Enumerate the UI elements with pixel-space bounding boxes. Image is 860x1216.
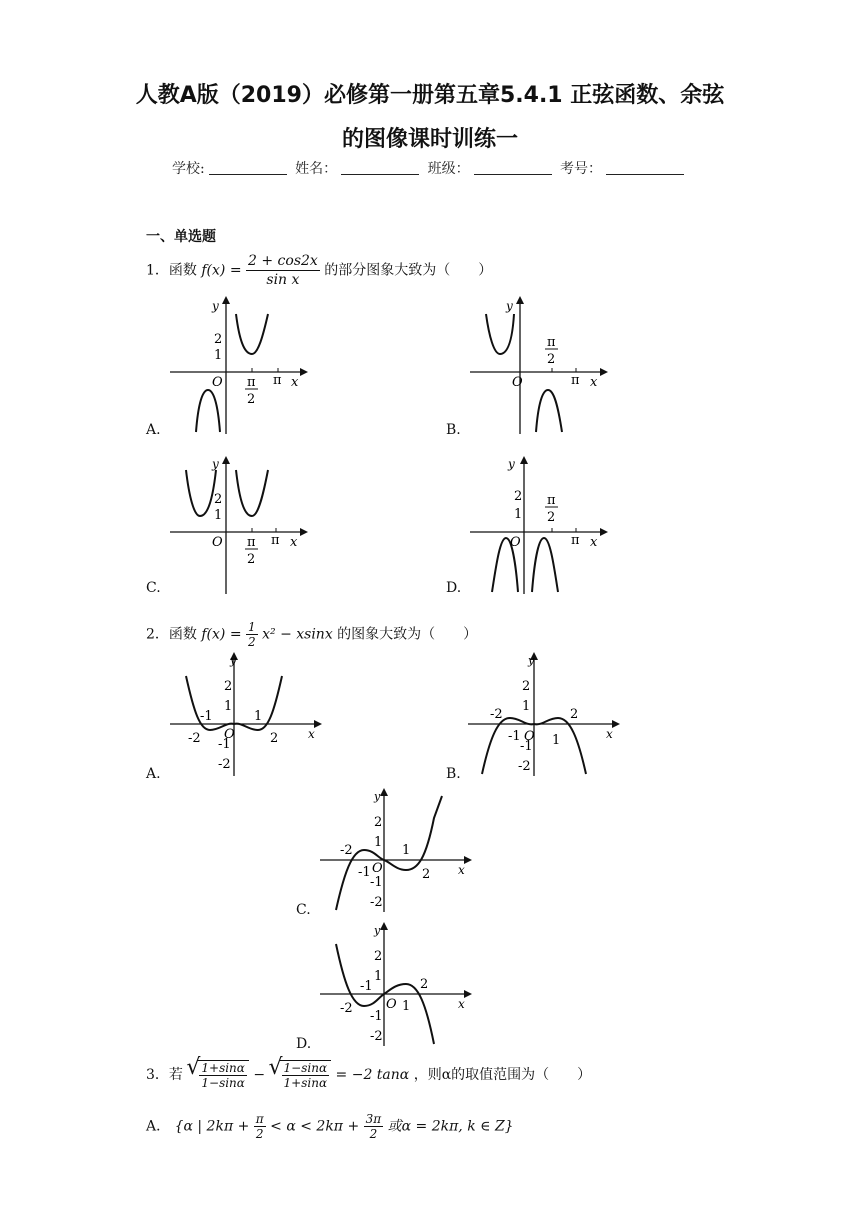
tick-1: 1 — [214, 348, 223, 363]
tick-pos1: 1 — [254, 709, 263, 724]
tick-neg2: -2 — [490, 707, 503, 722]
name-blank[interactable] — [341, 160, 419, 175]
half-pi-den: 2 — [247, 392, 256, 407]
origin-label: O — [212, 535, 223, 550]
q2-graph-d[interactable] — [318, 922, 478, 1048]
tick-pos1: 1 — [402, 999, 411, 1014]
tick-2: 2 — [224, 679, 233, 694]
q3-option-a[interactable] — [146, 1112, 514, 1141]
y-axis-label: y — [212, 299, 219, 313]
q3-rhs: = −2 tanα — [335, 1067, 410, 1083]
section-heading: 一、单选题 — [146, 229, 216, 245]
q3-tail: ，则α的取值范围为（ ） — [413, 1067, 592, 1083]
tick-y-neg2: -2 — [370, 1029, 383, 1044]
q3-r2-den: 1+sinα — [283, 1076, 328, 1090]
q1-option-d[interactable]: D. — [446, 580, 462, 596]
q2-graph-a[interactable] — [168, 652, 328, 778]
student-info — [0, 158, 860, 178]
q1-tail: 的部分图象大致为（ ） — [324, 262, 493, 279]
q2-number: 2．函数 — [146, 626, 197, 643]
half-pi-num: π — [547, 335, 556, 350]
q1-option-a[interactable]: A. — [146, 422, 161, 438]
half-pi-num: π — [547, 493, 556, 508]
q2-half-den: 2 — [248, 635, 256, 649]
tick-y-neg2: -2 — [218, 757, 231, 772]
q1-numerator: 2 + cos2x — [248, 253, 318, 269]
exam-no-blank[interactable] — [606, 160, 684, 175]
tick-y-neg1: -1 — [218, 737, 231, 752]
origin-label: O — [510, 535, 521, 550]
origin-label: O — [224, 727, 235, 742]
origin-label: O — [524, 729, 535, 744]
half-pi-den: 2 — [547, 352, 556, 367]
q3-option-a-post: 或α = 2kπ, k ∈ Z} — [387, 1118, 514, 1135]
origin-label: O — [512, 375, 523, 390]
y-axis-label: y — [528, 654, 535, 667]
q2-expr: x² − xsinx — [262, 626, 333, 643]
tick-pos1: 1 — [402, 843, 411, 858]
y-axis-label: y — [374, 924, 381, 937]
tick-1: 1 — [522, 699, 531, 714]
pi-label: π — [571, 373, 580, 388]
tick-y-neg2: -2 — [370, 895, 383, 910]
q3-option-a-frac2 — [364, 1112, 384, 1141]
tick-2: 2 — [214, 332, 223, 347]
x-axis-label: x — [290, 535, 298, 550]
x-axis-label: x — [291, 375, 299, 390]
q3-r2-num: √ 1−sinα — [283, 1061, 328, 1075]
tick-2: 2 — [522, 679, 531, 694]
question-3 — [146, 1060, 591, 1090]
q1-fraction — [246, 252, 320, 289]
q1-graph-c[interactable] — [168, 456, 308, 596]
y-axis-label: y — [212, 457, 219, 471]
x-axis-label: x — [308, 727, 315, 741]
tick-pos1: 1 — [552, 733, 561, 748]
school-blank[interactable] — [209, 160, 287, 175]
class-blank[interactable] — [474, 160, 552, 175]
tick-neg1: -1 — [200, 709, 213, 724]
tick-y-neg1: -1 — [370, 1009, 383, 1024]
frac2-den: 2 — [369, 1127, 378, 1141]
origin-label: O — [212, 375, 223, 390]
tick-neg2: -2 — [340, 843, 353, 858]
q3-option-a-pre: {α | 2kπ + — [174, 1118, 250, 1135]
q2-half-num: 1 — [248, 620, 256, 634]
pi-label: π — [571, 533, 580, 548]
q3-number: 3．若 — [146, 1067, 183, 1083]
tick-pos2: 2 — [270, 731, 279, 746]
tick-pos2: 2 — [422, 867, 431, 882]
name-label: 姓名： — [295, 161, 338, 177]
tick-y-neg1: -1 — [370, 875, 383, 890]
tick-neg2: -2 — [188, 731, 201, 746]
tick-neg1: -1 — [508, 729, 521, 744]
tick-y-neg1: -1 — [520, 739, 533, 754]
q2-option-b[interactable]: B. — [446, 766, 461, 782]
y-axis-label: y — [230, 654, 237, 667]
frac2-num: 3π — [365, 1112, 382, 1126]
origin-label: O — [386, 997, 397, 1012]
q1-number: 1．函数 — [146, 262, 197, 279]
tick-1: 1 — [514, 507, 523, 522]
q1-func: f(x) = — [201, 262, 242, 279]
q2-graph-b[interactable] — [466, 652, 626, 778]
x-axis-label: x — [458, 863, 465, 877]
q2-option-a[interactable]: A. — [146, 766, 161, 782]
tick-neg1: -1 — [358, 865, 371, 880]
q3-r1-num: √ 1+sinα — [201, 1061, 245, 1075]
exam-no-label: 考号： — [560, 161, 603, 177]
q2-option-c[interactable]: C. — [296, 902, 311, 918]
x-axis-label: x — [590, 375, 598, 390]
tick-1: 1 — [224, 699, 233, 714]
tick-pos2: 2 — [420, 977, 429, 992]
half-pi-num: π — [247, 375, 256, 390]
doc-title-line2: 的图像课时训练一 — [341, 127, 518, 152]
tick-pos2: 2 — [570, 707, 579, 722]
pi-label: π — [273, 373, 282, 388]
half-pi-num: π — [247, 535, 256, 550]
school-label: 学校: — [171, 161, 205, 177]
q3-option-a-frac1 — [254, 1112, 266, 1141]
q1-option-b[interactable]: B. — [446, 422, 461, 438]
class-label: 班级： — [427, 161, 470, 177]
origin-label: O — [372, 861, 383, 876]
tick-2: 2 — [374, 815, 383, 830]
q3-sqrt-1 — [197, 1060, 249, 1090]
y-axis-label: y — [508, 457, 515, 471]
half-pi-den: 2 — [547, 510, 556, 525]
q3-minus: − — [253, 1067, 266, 1083]
pi-label: π — [271, 533, 280, 548]
tick-neg1: -1 — [360, 979, 373, 994]
tick-2: 2 — [514, 489, 523, 504]
q2-half — [246, 620, 258, 649]
half-pi-den: 2 — [247, 552, 256, 567]
q1-graph-b[interactable] — [468, 296, 608, 436]
x-axis-label: x — [606, 727, 613, 741]
x-axis-label: x — [458, 997, 465, 1011]
tick-1: 1 — [374, 835, 383, 850]
frac1-num: π — [255, 1112, 264, 1126]
tick-2: 2 — [374, 949, 383, 964]
q2-graph-c[interactable] — [318, 788, 478, 914]
tick-neg2: -2 — [340, 1001, 353, 1016]
tick-1: 1 — [214, 508, 223, 523]
y-axis-label: y — [374, 790, 381, 803]
q1-graph-a[interactable] — [168, 296, 308, 436]
q3-r1-den: 1−sinα — [201, 1076, 245, 1090]
q3-option-a-label: A． — [146, 1118, 171, 1135]
frac1-den: 2 — [255, 1127, 264, 1141]
tick-1: 1 — [374, 969, 383, 984]
q2-tail: 的图象大致为（ ） — [337, 626, 478, 643]
q1-graph-d[interactable] — [468, 456, 608, 596]
q1-denominator: sin x — [266, 272, 300, 288]
x-axis-label: x — [590, 535, 598, 550]
q2-option-d[interactable]: D. — [296, 1036, 312, 1052]
q2-func: f(x) = — [201, 626, 242, 643]
doc-title-line1: 人教A版（2019）必修第一册第五章5.4.1 正弦函数、余弦 — [135, 83, 725, 108]
question-2 — [146, 620, 477, 649]
q3-option-a-mid: < α < 2kπ + — [270, 1118, 360, 1135]
tick-y-neg2: -2 — [518, 759, 531, 774]
question-1 — [146, 252, 492, 289]
q1-option-c[interactable]: C. — [146, 580, 161, 596]
tick-2: 2 — [214, 492, 223, 507]
q3-sqrt-2 — [280, 1060, 332, 1090]
y-axis-label: y — [506, 299, 513, 313]
